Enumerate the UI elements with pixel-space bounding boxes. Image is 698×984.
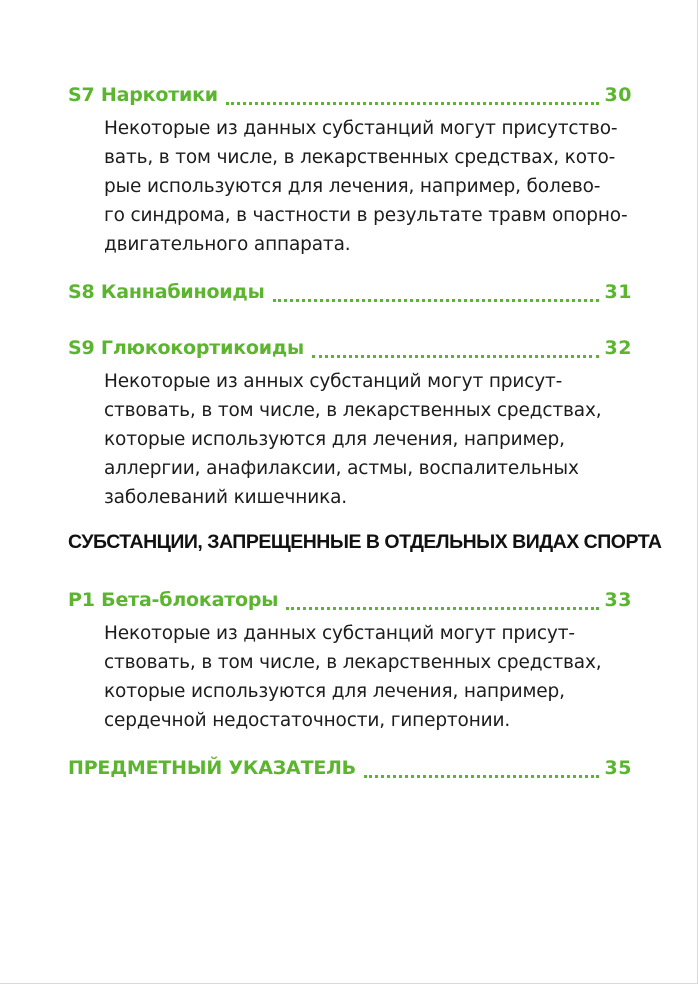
description-line: которые используются для лечения, например,: [104, 429, 565, 450]
description-line: Некоторые из данных субстанций могут присут-: [104, 623, 575, 644]
description-line: которые используются для лечения, например,: [104, 681, 565, 702]
toc-entry-s9[interactable]: [68, 337, 632, 512]
toc-page-number[interactable]: 30: [604, 84, 632, 106]
toc-entry-description: [104, 367, 604, 512]
toc-entry-title[interactable]: ПРЕДМЕТНЫЙ УКАЗАТЕЛЬ: [68, 757, 356, 779]
description-line: сердечной недостаточности, гипертонии.: [104, 710, 511, 731]
description-line: Некоторые из данных субстанций могут присутство-: [104, 118, 618, 139]
toc-page-number[interactable]: 32: [604, 337, 632, 359]
toc-entry-title[interactable]: S7 Наркотики: [68, 84, 218, 106]
toc-entry-title[interactable]: S9 Глюкокортикоиды: [68, 337, 305, 359]
description-line: аллергии, анафилаксии, астмы, воспалительных: [104, 458, 579, 479]
toc-entry-heading[interactable]: [68, 589, 632, 615]
toc-entry-title[interactable]: P1 Бета-блокаторы: [68, 589, 279, 611]
toc-dot-leader: [312, 355, 599, 358]
toc-dot-leader: [364, 775, 599, 778]
toc-entry-index[interactable]: [68, 757, 632, 783]
toc-dot-leader: [286, 607, 598, 610]
description-line: Некоторые из анных субстанций могут присут-: [104, 371, 563, 392]
description-line: го синдрома, в частности в результате травм опорно-: [104, 205, 628, 226]
description-line: заболеваний кишечника.: [104, 487, 348, 508]
description-line: ствовать, в том числе, в лекарственных средствах,: [104, 652, 602, 673]
toc-entry-description: [104, 619, 604, 735]
section-heading: СУБСТАНЦИИ, ЗАПРЕЩЕННЫЕ В ОТДЕЛЬНЫХ ВИДАХ СПОРТА: [68, 531, 662, 553]
toc-entry-description: [104, 114, 628, 259]
description-line: ствовать, в том числе, в лекарственных средствах,: [104, 400, 602, 421]
toc-entry-heading[interactable]: [68, 281, 632, 307]
toc-entry-p1[interactable]: [68, 589, 632, 735]
toc-page-number[interactable]: 33: [604, 589, 632, 611]
description-line: двигательного аппарата.: [104, 234, 351, 255]
toc-page-number[interactable]: 35: [604, 757, 632, 779]
toc-entry-s7[interactable]: [68, 84, 632, 259]
toc-entry-heading[interactable]: [68, 84, 632, 110]
toc-page-number[interactable]: 31: [604, 281, 632, 303]
toc-entry-title[interactable]: S8 Каннабиноиды: [68, 281, 265, 303]
toc-entry-heading[interactable]: [68, 757, 632, 783]
toc-entry-heading[interactable]: [68, 337, 632, 363]
description-line: вать, в том числе, в лекарственных средствах, кото-: [104, 147, 616, 168]
toc-dot-leader: [273, 299, 599, 302]
toc-dot-leader: [226, 102, 599, 105]
toc-entry-s8[interactable]: [68, 281, 632, 307]
description-line: рые используются для лечения, например, болево-: [104, 176, 601, 197]
